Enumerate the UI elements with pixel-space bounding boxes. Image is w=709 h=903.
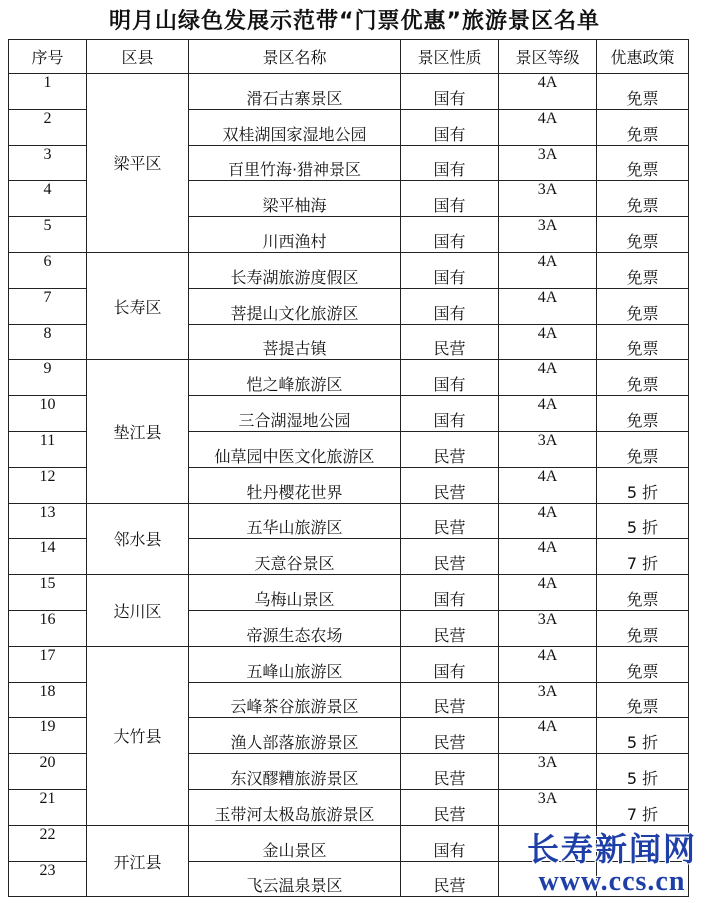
- ownership: 民营: [401, 431, 499, 467]
- row-number: 4: [9, 181, 87, 217]
- header-policy: 优惠政策: [597, 40, 689, 74]
- level: 4A: [499, 360, 597, 396]
- county-cell: 邻水县: [87, 503, 189, 575]
- row-number: 9: [9, 360, 87, 396]
- table-row: [9, 252, 689, 288]
- discount-policy: 免票: [597, 252, 689, 288]
- discount-policy: [597, 861, 689, 897]
- level: 4A: [499, 539, 597, 575]
- row-number: 18: [9, 682, 87, 718]
- scenic-name: 五华山旅游区: [189, 503, 401, 539]
- level: 4A: [499, 396, 597, 432]
- level: 3A: [499, 431, 597, 467]
- row-number: 22: [9, 825, 87, 861]
- level: 3A: [499, 181, 597, 217]
- scenic-name: 梁平柚海: [189, 181, 401, 217]
- discount-policy: 免票: [597, 145, 689, 181]
- level: 4A: [499, 74, 597, 110]
- discount-policy: 免票: [597, 181, 689, 217]
- ownership: 民营: [401, 789, 499, 825]
- scenic-name: 玉带河太极岛旅游景区: [189, 789, 401, 825]
- watermark-site-name: 长寿新闻网: [526, 830, 697, 868]
- row-number: 15: [9, 575, 87, 611]
- scenic-name: 双桂湖国家湿地公园: [189, 109, 401, 145]
- scenic-name: 仙草园中医文化旅游区: [189, 431, 401, 467]
- table-row: [9, 575, 689, 611]
- page-title: 明月山绿色发展示范带“门票优惠”旅游景区名单: [109, 9, 600, 34]
- ownership: 国有: [401, 252, 499, 288]
- scenic-name: 恺之峰旅游区: [189, 360, 401, 396]
- ownership: 民营: [401, 610, 499, 646]
- discount-policy: 免票: [597, 217, 689, 253]
- row-number: 17: [9, 646, 87, 682]
- row-number: 12: [9, 467, 87, 503]
- level: 4A: [499, 324, 597, 360]
- ownership: 民营: [401, 324, 499, 360]
- ownership: 民营: [401, 861, 499, 897]
- header-no: 序号: [9, 40, 87, 74]
- discount-policy: 免票: [597, 74, 689, 110]
- discount-policy: 7 折: [597, 539, 689, 575]
- table-header-row: [9, 40, 689, 74]
- scenic-area-table: [8, 39, 689, 897]
- row-number: 11: [9, 431, 87, 467]
- discount-policy: 免票: [597, 682, 689, 718]
- discount-policy: [597, 825, 689, 861]
- row-number: 5: [9, 217, 87, 253]
- row-number: 14: [9, 539, 87, 575]
- row-number: 23: [9, 861, 87, 897]
- watermark-url: www.ccs.cn: [538, 866, 686, 897]
- ownership: 国有: [401, 109, 499, 145]
- county-cell: 梁平区: [87, 74, 189, 253]
- header-nature: 景区性质: [401, 40, 499, 74]
- level: 4A: [499, 718, 597, 754]
- row-number: 7: [9, 288, 87, 324]
- row-number: 3: [9, 145, 87, 181]
- level: 4A: [499, 503, 597, 539]
- level: 3A: [499, 610, 597, 646]
- header-level: 景区等级: [499, 40, 597, 74]
- table-row: [9, 503, 689, 539]
- county-cell: 开江县: [87, 825, 189, 897]
- ownership: 国有: [401, 646, 499, 682]
- ownership: 国有: [401, 575, 499, 611]
- discount-policy: 5 折: [597, 503, 689, 539]
- table-row: [9, 825, 689, 861]
- level: 4A: [499, 467, 597, 503]
- ownership: 民营: [401, 754, 499, 790]
- ownership: 国有: [401, 396, 499, 432]
- level: 3A: [499, 217, 597, 253]
- ownership: 民营: [401, 539, 499, 575]
- header-county: 区县: [87, 40, 189, 74]
- discount-policy: 7 折: [597, 789, 689, 825]
- ownership: 国有: [401, 825, 499, 861]
- county-cell: 大竹县: [87, 646, 189, 825]
- discount-policy: 免票: [597, 360, 689, 396]
- scenic-name: 乌梅山景区: [189, 575, 401, 611]
- scenic-name: 金山景区: [189, 825, 401, 861]
- county-cell: 达川区: [87, 575, 189, 647]
- level: 3A: [499, 145, 597, 181]
- row-number: 6: [9, 252, 87, 288]
- row-number: 21: [9, 789, 87, 825]
- scenic-name: 五峰山旅游区: [189, 646, 401, 682]
- discount-policy: 免票: [597, 575, 689, 611]
- row-number: 10: [9, 396, 87, 432]
- scenic-name: 菩提古镇: [189, 324, 401, 360]
- ownership: 国有: [401, 217, 499, 253]
- row-number: 13: [9, 503, 87, 539]
- discount-policy: 5 折: [597, 754, 689, 790]
- row-number: 19: [9, 718, 87, 754]
- level: 3A: [499, 682, 597, 718]
- scenic-name: 长寿湖旅游度假区: [189, 252, 401, 288]
- ownership: 国有: [401, 145, 499, 181]
- row-number: 1: [9, 74, 87, 110]
- level: 4A: [499, 575, 597, 611]
- table-row: [9, 646, 689, 682]
- scenic-name: 云峰茶谷旅游景区: [189, 682, 401, 718]
- scenic-name: 菩提山文化旅游区: [189, 288, 401, 324]
- row-number: 20: [9, 754, 87, 790]
- ownership: 民营: [401, 503, 499, 539]
- discount-policy: 免票: [597, 646, 689, 682]
- scenic-name: 东汉醪糟旅游景区: [189, 754, 401, 790]
- county-cell: 长寿区: [87, 252, 189, 359]
- discount-policy: 免票: [597, 109, 689, 145]
- ownership: 民营: [401, 682, 499, 718]
- ownership: 民营: [401, 718, 499, 754]
- ownership: 国有: [401, 288, 499, 324]
- level: 4A: [499, 646, 597, 682]
- county-cell: 垫江县: [87, 360, 189, 503]
- level: 4A: [499, 252, 597, 288]
- level: 4A: [499, 109, 597, 145]
- scenic-name: 三合湖湿地公园: [189, 396, 401, 432]
- row-number: 2: [9, 109, 87, 145]
- scenic-name: 帝源生态农场: [189, 610, 401, 646]
- header-name: 景区名称: [189, 40, 401, 74]
- level: 4A: [499, 288, 597, 324]
- level: [499, 861, 597, 897]
- scenic-name: 渔人部落旅游景区: [189, 718, 401, 754]
- discount-policy: 免票: [597, 288, 689, 324]
- level: [499, 825, 597, 861]
- scenic-name: 飞云温泉景区: [189, 861, 401, 897]
- scenic-name: 百里竹海·猎神景区: [189, 145, 401, 181]
- scenic-name: 牡丹樱花世界: [189, 467, 401, 503]
- discount-policy: 免票: [597, 610, 689, 646]
- discount-policy: 免票: [597, 324, 689, 360]
- ownership: 国有: [401, 74, 499, 110]
- discount-policy: 免票: [597, 431, 689, 467]
- row-number: 8: [9, 324, 87, 360]
- scenic-name: 滑石古寨景区: [189, 74, 401, 110]
- level: 3A: [499, 754, 597, 790]
- table-row: [9, 360, 689, 396]
- ownership: 民营: [401, 467, 499, 503]
- scenic-name: 天意谷景区: [189, 539, 401, 575]
- discount-policy: 5 折: [597, 467, 689, 503]
- scenic-name: 川西渔村: [189, 217, 401, 253]
- discount-policy: 免票: [597, 396, 689, 432]
- row-number: 16: [9, 610, 87, 646]
- ownership: 国有: [401, 360, 499, 396]
- table-row: [9, 74, 689, 110]
- ownership: 国有: [401, 181, 499, 217]
- discount-policy: 5 折: [597, 718, 689, 754]
- level: 3A: [499, 789, 597, 825]
